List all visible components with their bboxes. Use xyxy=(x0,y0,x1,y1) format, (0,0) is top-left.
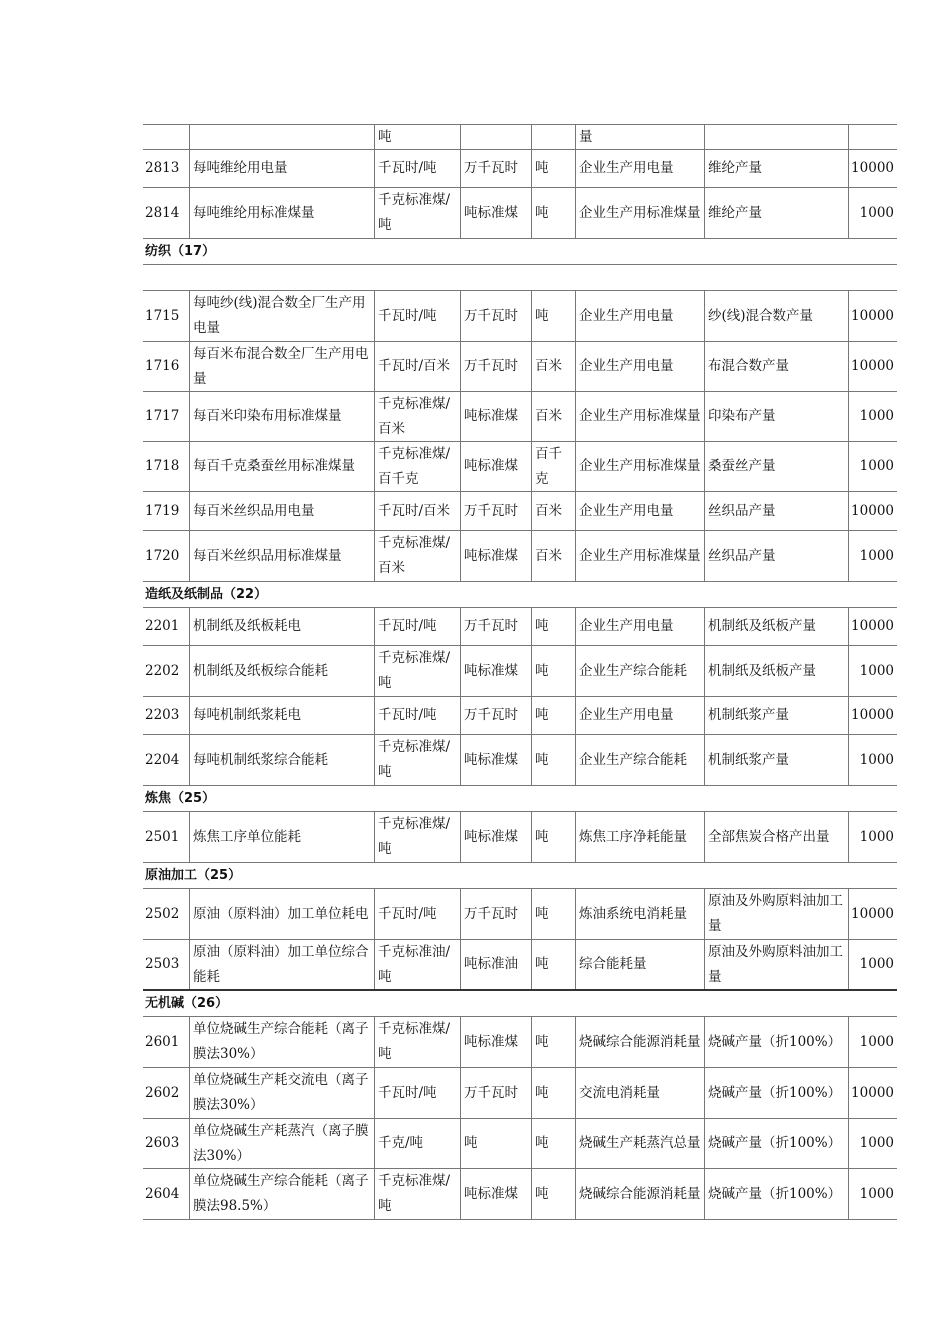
conversion-factor-cell: 10000 xyxy=(848,342,897,391)
denominator-unit-cell: 吨 xyxy=(531,608,575,645)
denominator-item-cell: 丝织品产量 xyxy=(704,531,848,581)
table-row xyxy=(143,735,897,786)
indicator-unit-cell: 千克标准煤/百米 xyxy=(374,392,460,441)
numerator-unit-cell: 吨标准煤 xyxy=(460,392,531,441)
conversion-factor-cell: 1000 xyxy=(848,392,897,441)
numerator-item-cell: 交流电消耗量 xyxy=(575,1068,704,1118)
table-row xyxy=(143,1169,897,1220)
denominator-item-cell: 原油及外购原料油加工量 xyxy=(704,889,848,939)
indicator-name-cell: 每百米印染布用标准煤量 xyxy=(189,392,374,441)
numerator-unit-cell: 万千瓦时 xyxy=(460,492,531,530)
numerator-item-cell: 企业生产用电量 xyxy=(575,697,704,734)
numerator-unit-cell: 吨标准煤 xyxy=(460,735,531,785)
numerator-unit-cell: 万千瓦时 xyxy=(460,697,531,734)
table-row xyxy=(143,531,897,582)
denominator-item-cell: 机制纸浆产量 xyxy=(704,735,848,785)
section-header: 造纸及纸制品（22） xyxy=(143,582,897,608)
denominator-item-cell: 原油及外购原料油加工量 xyxy=(704,940,848,989)
section-header: 原油加工（25） xyxy=(143,863,897,889)
table-row xyxy=(143,124,897,150)
indicator-unit-cell: 千瓦时/吨 xyxy=(374,1068,460,1118)
indicator-name-cell: 原油（原料油）加工单位耗电 xyxy=(189,889,374,939)
indicator-code-cell: 2604 xyxy=(145,1185,180,1202)
conversion-factor-cell xyxy=(848,125,897,149)
indicator-unit-cell: 千瓦时/百米 xyxy=(374,342,460,391)
numerator-item-cell: 烧碱综合能源消耗量 xyxy=(575,1017,704,1067)
table-row xyxy=(143,1119,897,1169)
indicator-unit-cell: 千克标准煤/吨 xyxy=(374,188,460,238)
indicator-unit-cell: 千克标准煤/吨 xyxy=(374,1017,460,1067)
numerator-unit-cell: 吨标准煤 xyxy=(460,442,531,491)
indicator-name-cell: 每吨机制纸浆综合能耗 xyxy=(189,735,374,785)
conversion-factor-cell: 10000 xyxy=(848,1068,897,1118)
numerator-unit-cell: 吨标准煤 xyxy=(460,188,531,238)
numerator-item-cell: 企业生产用电量 xyxy=(575,492,704,530)
numerator-item-cell: 炼油系统电消耗量 xyxy=(575,889,704,939)
indicator-name-cell: 单位烧碱生产耗蒸汽（离子膜法30%） xyxy=(189,1119,374,1168)
indicator-unit-cell: 千瓦时/吨 xyxy=(374,889,460,939)
indicator-code-cell: 2202 xyxy=(145,662,180,679)
denominator-unit-cell: 百米 xyxy=(531,531,575,581)
indicator-name-cell: 单位烧碱生产综合能耗（离子膜法98.5%） xyxy=(189,1169,374,1219)
denominator-item-cell: 印染布产量 xyxy=(704,392,848,441)
indicator-code-cell: 1716 xyxy=(145,358,180,374)
indicator-code-cell: 1717 xyxy=(145,408,180,424)
numerator-unit-cell: 吨 xyxy=(460,1119,531,1168)
indicator-name-cell: 每吨机制纸浆耗电 xyxy=(189,697,374,734)
indicator-code-cell: 2201 xyxy=(145,618,180,634)
conversion-factor-cell: 1000 xyxy=(848,1169,897,1219)
section-header: 无机碱（26） xyxy=(143,991,897,1017)
denominator-item-cell: 机制纸及纸板产量 xyxy=(704,646,848,696)
indicator-code-cell: 2204 xyxy=(145,751,180,768)
denominator-unit-cell: 百米 xyxy=(531,492,575,530)
numerator-item-cell: 企业生产用标准煤量 xyxy=(575,442,704,491)
indicator-code-cell: 2603 xyxy=(145,1135,180,1151)
table-row xyxy=(143,188,897,239)
indicator-unit-cell: 千克标准煤/百千克 xyxy=(374,442,460,491)
denominator-unit-cell: 吨 xyxy=(531,697,575,734)
indicator-code-cell xyxy=(143,125,189,149)
table-row xyxy=(143,342,897,392)
denominator-item-cell: 机制纸浆产量 xyxy=(704,697,848,734)
table-row xyxy=(143,392,897,442)
numerator-item-cell: 炼焦工序净耗能量 xyxy=(575,812,704,862)
conversion-factor-cell: 10000 xyxy=(848,492,897,530)
numerator-unit-cell: 吨标准煤 xyxy=(460,646,531,696)
denominator-item-cell: 维纶产量 xyxy=(704,188,848,238)
indicator-code-cell: 2602 xyxy=(145,1084,180,1101)
denominator-item-cell xyxy=(704,125,848,149)
indicator-unit-cell: 千克标准煤/百米 xyxy=(374,531,460,581)
numerator-item-cell: 企业生产用电量 xyxy=(575,150,704,187)
indicator-name-cell xyxy=(189,125,374,149)
conversion-factor-cell: 1000 xyxy=(848,735,897,785)
denominator-unit-cell: 百千克 xyxy=(531,442,575,491)
conversion-factor-cell: 1000 xyxy=(848,442,897,491)
conversion-factor-cell: 1000 xyxy=(848,188,897,238)
denominator-unit-cell xyxy=(531,125,575,149)
table-row xyxy=(143,1017,897,1068)
indicator-name-cell: 每吨维纶用标准煤量 xyxy=(189,188,374,238)
indicator-code-cell: 2203 xyxy=(145,707,180,723)
indicator-name-cell: 每百千克桑蚕丝用标准煤量 xyxy=(189,442,374,491)
section-header: 纺织（17） xyxy=(143,239,897,265)
numerator-item-cell: 企业生产综合能耗 xyxy=(575,646,704,696)
denominator-unit-cell: 吨 xyxy=(531,1119,575,1168)
indicator-name-cell: 每吨纱(线)混合数全厂生产用电量 xyxy=(189,291,374,341)
indicator-name-cell: 炼焦工序单位能耗 xyxy=(189,812,374,862)
table-row xyxy=(143,150,897,188)
table-row xyxy=(143,697,897,735)
denominator-item-cell: 桑蚕丝产量 xyxy=(704,442,848,491)
table-row xyxy=(143,646,897,697)
numerator-item-cell: 量 xyxy=(575,125,704,149)
numerator-unit-cell: 吨标准煤 xyxy=(460,1017,531,1067)
indicator-code-cell: 1718 xyxy=(145,458,180,474)
indicator-code-cell: 2503 xyxy=(145,956,180,972)
denominator-unit-cell: 吨 xyxy=(531,188,575,238)
conversion-factor-cell: 1000 xyxy=(848,646,897,696)
denominator-unit-cell: 吨 xyxy=(531,889,575,939)
conversion-factor-cell: 1000 xyxy=(848,940,897,989)
numerator-item-cell: 烧碱综合能源消耗量 xyxy=(575,1169,704,1219)
indicator-unit-cell: 千瓦时/吨 xyxy=(374,150,460,187)
table-row xyxy=(143,889,897,940)
denominator-unit-cell: 吨 xyxy=(531,812,575,862)
denominator-item-cell: 机制纸及纸板产量 xyxy=(704,608,848,645)
indicator-unit-cell: 千克/吨 xyxy=(374,1119,460,1168)
conversion-factor-cell: 10000 xyxy=(848,150,897,187)
conversion-factor-cell: 10000 xyxy=(848,697,897,734)
denominator-unit-cell: 吨 xyxy=(531,1068,575,1118)
indicator-name-cell: 机制纸及纸板综合能耗 xyxy=(189,646,374,696)
indicator-code-cell: 2601 xyxy=(145,1033,180,1050)
numerator-item-cell: 企业生产用电量 xyxy=(575,291,704,341)
conversion-factor-cell: 1000 xyxy=(848,531,897,581)
indicator-name-cell: 机制纸及纸板耗电 xyxy=(189,608,374,645)
numerator-item-cell: 企业生产用电量 xyxy=(575,342,704,391)
indicator-code-cell: 2814 xyxy=(145,204,180,221)
denominator-unit-cell: 吨 xyxy=(531,1017,575,1067)
indicator-code-cell: 1715 xyxy=(145,307,180,324)
indicator-unit-cell: 千克标准煤/吨 xyxy=(374,735,460,785)
denominator-unit-cell: 吨 xyxy=(531,1169,575,1219)
numerator-unit-cell: 吨标准煤 xyxy=(460,812,531,862)
table-row xyxy=(143,812,897,863)
indicator-name-cell: 每百米丝织品用标准煤量 xyxy=(189,531,374,581)
conversion-factor-cell: 1000 xyxy=(848,812,897,862)
energy-indicator-table xyxy=(143,124,897,1220)
conversion-factor-cell: 10000 xyxy=(848,291,897,341)
numerator-unit-cell: 万千瓦时 xyxy=(460,150,531,187)
numerator-unit-cell: 吨标准煤 xyxy=(460,1169,531,1219)
denominator-item-cell: 烧碱产量（折100%） xyxy=(704,1169,848,1219)
indicator-name-cell: 原油（原料油）加工单位综合能耗 xyxy=(189,940,374,989)
indicator-unit-cell: 千瓦时/吨 xyxy=(374,608,460,645)
denominator-unit-cell: 吨 xyxy=(531,150,575,187)
indicator-code-cell: 2501 xyxy=(145,828,180,845)
indicator-unit-cell: 千克标准煤/吨 xyxy=(374,646,460,696)
denominator-unit-cell: 吨 xyxy=(531,646,575,696)
numerator-item-cell: 烧碱生产耗蒸汽总量 xyxy=(575,1119,704,1168)
indicator-unit-cell: 千瓦时/吨 xyxy=(374,291,460,341)
numerator-item-cell: 综合能耗量 xyxy=(575,940,704,989)
table-row xyxy=(143,492,897,531)
denominator-item-cell: 烧碱产量（折100%） xyxy=(704,1017,848,1067)
denominator-item-cell: 丝织品产量 xyxy=(704,492,848,530)
denominator-unit-cell: 百米 xyxy=(531,342,575,391)
indicator-code-cell: 2502 xyxy=(145,905,180,922)
numerator-unit-cell: 万千瓦时 xyxy=(460,291,531,341)
conversion-factor-cell: 1000 xyxy=(848,1119,897,1168)
denominator-unit-cell: 百米 xyxy=(531,392,575,441)
numerator-unit-cell xyxy=(460,125,531,149)
numerator-item-cell: 企业生产用标准煤量 xyxy=(575,531,704,581)
indicator-code-cell: 2813 xyxy=(145,160,180,176)
conversion-factor-cell: 1000 xyxy=(848,1017,897,1067)
blank-row xyxy=(143,265,897,291)
indicator-unit-cell: 千克标准油/吨 xyxy=(374,940,460,989)
table-row xyxy=(143,442,897,492)
numerator-unit-cell: 万千瓦时 xyxy=(460,1068,531,1118)
denominator-item-cell: 维纶产量 xyxy=(704,150,848,187)
numerator-unit-cell: 吨标准煤 xyxy=(460,531,531,581)
numerator-unit-cell: 万千瓦时 xyxy=(460,342,531,391)
indicator-name-cell: 单位烧碱生产耗交流电（离子膜法30%） xyxy=(189,1068,374,1118)
indicator-unit-cell: 千克标准煤/吨 xyxy=(374,812,460,862)
indicator-unit-cell: 吨 xyxy=(374,125,460,149)
table-row xyxy=(143,1068,897,1119)
denominator-item-cell: 烧碱产量（折100%） xyxy=(704,1119,848,1168)
denominator-item-cell: 烧碱产量（折100%） xyxy=(704,1068,848,1118)
indicator-name-cell: 每百米丝织品用电量 xyxy=(189,492,374,530)
denominator-unit-cell: 吨 xyxy=(531,735,575,785)
denominator-unit-cell: 吨 xyxy=(531,291,575,341)
indicator-unit-cell: 千瓦时/百米 xyxy=(374,492,460,530)
table-row xyxy=(143,291,897,342)
denominator-unit-cell: 吨 xyxy=(531,940,575,989)
conversion-factor-cell: 10000 xyxy=(848,889,897,939)
numerator-item-cell: 企业生产用标准煤量 xyxy=(575,188,704,238)
denominator-item-cell: 全部焦炭合格产出量 xyxy=(704,812,848,862)
indicator-name-cell: 每吨维纶用电量 xyxy=(189,150,374,187)
denominator-item-cell: 纱(线)混合数产量 xyxy=(704,291,848,341)
indicator-name-cell: 每百米布混合数全厂生产用电量 xyxy=(189,342,374,391)
conversion-factor-cell: 10000 xyxy=(848,608,897,645)
indicator-unit-cell: 千瓦时/吨 xyxy=(374,697,460,734)
denominator-item-cell: 布混合数产量 xyxy=(704,342,848,391)
indicator-name-cell: 单位烧碱生产综合能耗（离子膜法30%） xyxy=(189,1017,374,1067)
section-header: 炼焦（25） xyxy=(143,786,897,812)
numerator-unit-cell: 万千瓦时 xyxy=(460,608,531,645)
indicator-code-cell: 1720 xyxy=(145,547,180,564)
numerator-item-cell: 企业生产用标准煤量 xyxy=(575,392,704,441)
indicator-code-cell: 1719 xyxy=(145,502,180,519)
table-row xyxy=(143,608,897,646)
numerator-unit-cell: 万千瓦时 xyxy=(460,889,531,939)
numerator-item-cell: 企业生产综合能耗 xyxy=(575,735,704,785)
numerator-item-cell: 企业生产用电量 xyxy=(575,608,704,645)
table-row xyxy=(143,940,897,991)
numerator-unit-cell: 吨标准油 xyxy=(460,940,531,989)
indicator-unit-cell: 千克标准煤/吨 xyxy=(374,1169,460,1219)
